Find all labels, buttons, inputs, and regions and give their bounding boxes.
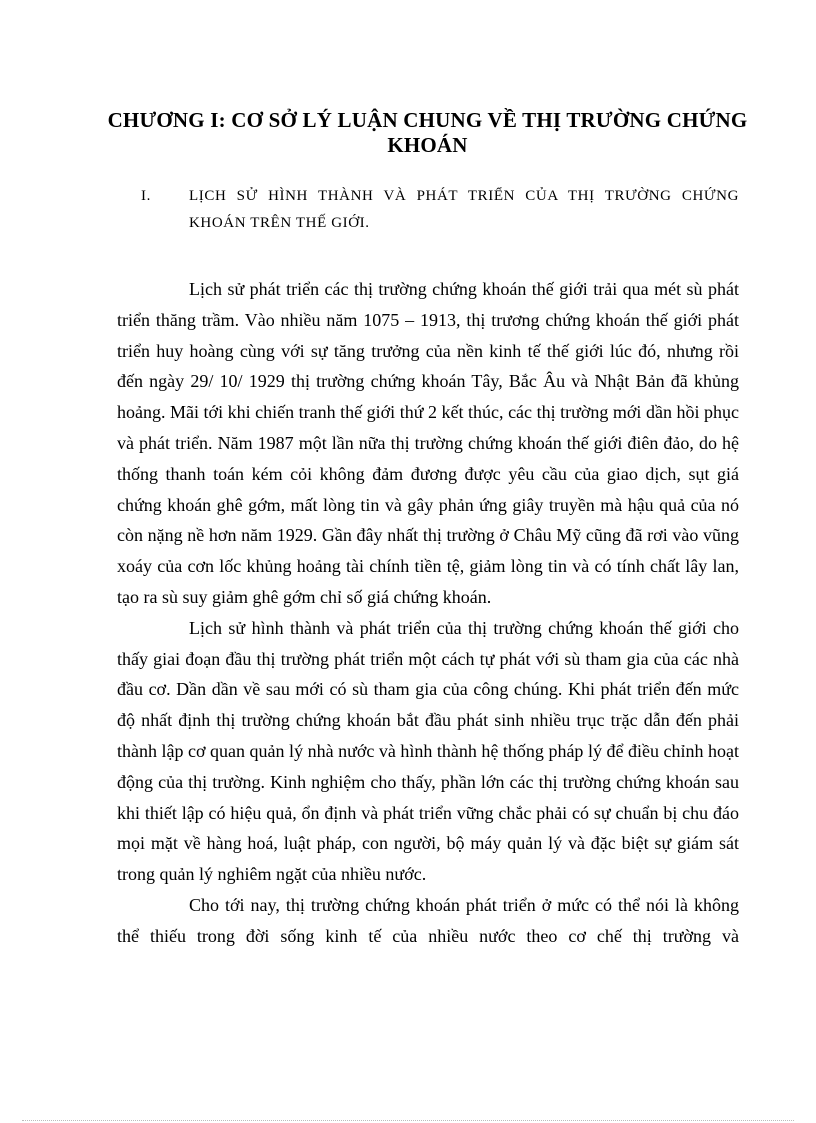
section-title: LỊCH SỬ HÌNH THÀNH VÀ PHÁT TRIỂN CỦA THỊ TRƯỜNG CHỨNG KHOÁN TRÊN THẾ GIỚI. — [189, 188, 739, 231]
paragraph-history: Lịch sử phát triển các thị trường chứng khoán thế giới trải qua mét sù phát triển thăng trầm. Vào nhiều năm 1075 – 1913, thị trương chứng khoán thế giới phát triển huy hoàng cùng với sự tăng trưởng của nền kinh tế thế giới lúc đó, nhưng rồi đến ngày 29/ 10/ 1929 thị trường chứng khoán Tây, Bắc Âu và Nhật Bản đã khủng hoảng. Mãi tới khi chiến tranh thế giới thứ 2 kết thúc, các thị trường mới dần hồi phục và phát triển. Năm 1987 một lần nữa thị trường chứng khoán thế giới điên đảo, do hệ thống thanh toán kém cỏi không đảm đương được yêu cầu của giao dịch, sụt giá chứng khoán ghê gớm, mất lòng tin và gây phản ứng giây truyền mà hậu quả của nó còn nặng nề hơn năm 1929. Gần đây nhất thị trường ở Châu Mỹ cũng đã rơi vào vũng xoáy của cơn lốc khủng hoảng tài chính tiền tệ, giảm lòng tin và có tính chất lây lan, tạo ra sù suy giảm ghê gớm chỉ số giá chứng khoán. — [117, 279, 739, 607]
chapter-title: CHƯƠNG I: CƠ SỞ LÝ LUẬN CHUNG VỀ THỊ TRƯỜNG CHỨNG KHOÁN — [107, 108, 748, 157]
body-text — [117, 274, 739, 952]
paragraph-current: Cho tới nay, thị trường chứng khoán phát triển ở mức có thể nói là không thể thiếu trong đời sống kinh tế của nhiều nước theo cơ chế thị trường và — [117, 894, 739, 946]
paragraph-development: Lịch sử hình thành và phát triển của thị trường chứng khoán thế giới cho thấy giai đoạn đầu thị trường phát triển một cách tự phát với sù tham gia của các nhà đầu cơ. Dần dần về sau mới có sù tham gia của công chúng. Khi phát triển đến mức độ nhất định thị trường chứng khoán bắt đầu phát sinh nhiều trục trặc dẫn đến phải thành lập cơ quan quản lý nhà nước và hình thành hệ thống pháp lý để điều chỉnh hoạt động của thị trường. Kinh nghiệm cho thấy, phần lớn các thị trường chứng khoán sau khi thiết lập có hiệu quả, ổn định và phát triển vững chắc phải có sự chuẩn bị chu đáo mọi mặt về hàng hoá, luật pháp, con người, bộ máy quản lý và đặc biệt sự giám sát trong quản lý nghiêm ngặt của nhiều nước. — [117, 617, 739, 885]
page-footer-rule — [22, 1120, 794, 1121]
section-number: I. — [141, 188, 151, 204]
